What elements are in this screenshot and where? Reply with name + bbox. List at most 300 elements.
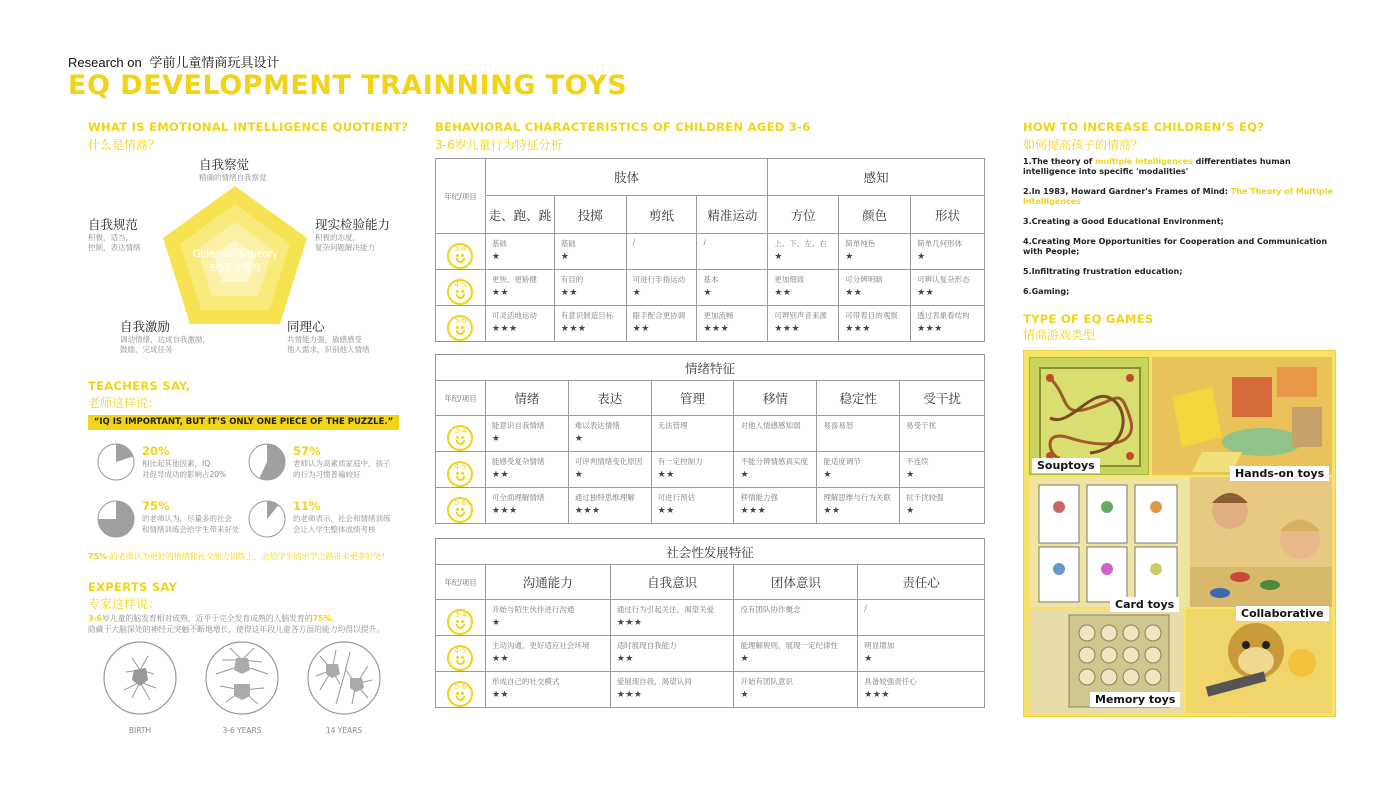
column-header: 表达 [568,381,651,416]
star-rating: ★★ [774,288,792,298]
table-cell [485,452,568,488]
increase-title: HOW TO INCREASE CHILDREN’S EQ? [1023,120,1265,134]
table-cell [768,234,839,270]
child-face-icon [447,681,473,707]
table-row [436,452,985,488]
cell-text: 眼手配合更协调 [632,311,686,320]
table-row [436,306,985,342]
table-cell [817,488,900,524]
pentagon-center-label [183,248,288,276]
cell-text: / [864,604,867,613]
stat-line: 的老师表示，社会和情绪训练 [293,514,391,523]
column-header: 情绪 [485,381,568,416]
experts-line1 [88,613,408,624]
increase-item-6: 6.Gaming; [1023,287,1070,296]
star-rating: ★★ [616,654,634,664]
cell-text: 能意识自我情绪 [491,421,545,430]
experts-age-range: 3-6 [88,614,103,623]
table-cell [734,636,858,672]
star-rating: ★ [560,252,570,262]
table-cell [485,234,554,270]
experts-line1-body: 岁儿童的脑发育相对成熟，近乎于完全发育成熟的人脑发育的 [102,614,313,623]
column-header: 走、跑、跳 [485,196,554,234]
table-row [436,234,985,270]
pie-chart [247,499,287,539]
age-label: 4-5 [454,645,467,655]
star-rating: ★ [703,288,713,298]
table-cell [485,672,610,708]
table-cell [626,234,697,270]
cell-text: 通过独特思维理解 [574,493,635,502]
dimension-desc: 他人需求，识别他人情绪 [287,345,370,354]
table-cell [911,306,985,342]
star-rating: ★★★ [845,324,871,334]
cell-text: 可全面理解情绪 [491,493,545,502]
cell-text: 上、下、左、右 [774,239,827,248]
cell-text: 理解思维与行为关联 [823,493,891,502]
age-cell [436,243,485,269]
column-header: 精准运动 [697,196,768,234]
cell-text: 可带着目的观察 [845,311,898,320]
age-cell [436,645,485,671]
star-rating: ★ [906,470,915,480]
child-face-icon [447,243,473,269]
table-row [436,416,985,452]
dimension-desc: 鼓励，完成任务 [120,345,173,354]
star-rating: ★★★ [560,324,587,334]
column-header: 方位 [768,196,839,234]
star-rating: ★★★ [703,324,730,334]
table-cell [610,672,734,708]
cell-text: 不连续 [906,457,929,466]
teacher-stat-text [293,444,391,480]
cell-text: 更快、更矫健 [491,275,537,284]
table-cell [626,306,697,342]
age-column [436,636,486,672]
experts-subtitle: 专家这样说： [88,597,161,611]
pie-chart [96,499,136,539]
star-rating: ★ [491,252,501,262]
table-cell [568,488,651,524]
table-cell [568,416,651,452]
table-cell [485,270,554,306]
age-cell [436,609,485,635]
table-cell [817,452,900,488]
table-group-row [436,159,985,196]
star-rating: ★ [917,252,926,262]
item-highlight: multiple intelligences [1095,157,1193,166]
star-rating: ★★ [491,288,510,298]
table-cell [485,636,610,672]
star-rating: ★★★ [740,506,767,516]
cell-text: 可辨认复杂形态 [917,275,970,284]
stat-line: 的行为习惯普遍较好 [293,470,361,479]
pentagon-center-line1: Goleman’s theory [193,249,278,260]
teachers-summary [88,551,385,562]
cell-text: 更加流畅 [703,311,734,320]
teacher-stat-text [142,444,226,480]
star-rating: ★★★ [616,690,643,700]
star-rating: ★ [740,470,750,480]
pie-chart [247,442,287,482]
table-cell [568,452,651,488]
table-cell [858,672,985,708]
stat-line: 相比起其他因素，IQ [142,459,211,468]
table-cell [697,306,768,342]
column-header: 责任心 [858,565,985,600]
age-column [436,672,486,708]
group-header-social: 社会性发展特征 [436,539,985,565]
cell-text: 可辨别声音来源 [774,311,827,320]
cell-text: 基础 [491,239,507,248]
dimension-reality-testing [315,215,390,253]
eq-games-collage [1023,350,1336,717]
cell-text: 适时展现自我能力 [616,641,677,650]
page-title: EQ DEVELOPMENT TRAINNING TOYS [68,70,628,101]
table-cell [651,452,734,488]
age-column [436,488,486,524]
child-face-icon [447,279,473,305]
age-cell [436,279,485,305]
dimension-self-regulation [88,215,141,253]
age-cell [436,461,485,487]
cell-text: 有目的 [560,275,584,284]
cell-text: 开始有团队意识 [740,677,793,686]
cell-text: 无法管理 [657,421,688,430]
experts-text [88,613,408,635]
cell-text: 具备较强责任心 [864,677,917,686]
table-cell [554,306,626,342]
age-header: 年纪/项目 [436,159,486,234]
star-rating: ★★ [845,288,863,298]
teacher-stat [247,499,287,543]
cell-text: 有意识制造目标 [560,311,614,320]
cell-text: 简单几何形体 [917,239,963,248]
table-cell [839,270,911,306]
dimension-desc: 复杂问题解决能力 [315,243,375,252]
age-label: 4-5 [454,461,467,471]
stat-percent: 57% [293,444,321,458]
cell-text: 可灵活地运动 [491,311,537,320]
table-cell [858,636,985,672]
table-cell [900,452,985,488]
behavior-subtitle: 3-6岁儿童行为特征分析 [435,138,563,152]
dimension-label: 自我察觉 [199,157,250,172]
behavior-title: BEHAVIORAL CHARACTERISTICS OF CHILDREN AGED 3-6 [435,120,811,134]
star-rating: ★★ [657,470,675,480]
pie-chart [96,442,136,482]
increase-list [1023,157,1338,297]
table-group-row [436,539,985,565]
cell-text: 易喜易怒 [823,421,854,430]
games-subtitle: 情商游戏类型 [1023,328,1096,342]
cell-text: 通过行为引起关注，渴望关爱 [616,605,715,614]
child-face-icon [447,315,473,341]
stat-percent: 20% [142,444,170,458]
star-rating: ★★★ [491,506,518,516]
table-row [436,672,985,708]
summary-percent: 75% [88,552,108,561]
cell-text: 移情能力强 [740,493,778,502]
age-column [436,452,486,488]
cell-text: 可评判情绪变化原因 [574,457,643,466]
hands-on-image [1152,357,1332,475]
table-cell [485,488,568,524]
cell-text: 透过表象看结构 [917,311,970,320]
table-cell [900,416,985,452]
group-header-physical: 肢体 [485,159,767,196]
star-rating: ★★ [491,690,510,700]
cell-text: 更加细致 [774,275,805,284]
cell-text: 对他人情感感知弱 [740,421,801,430]
star-rating: ★★ [491,654,510,664]
table-cell [485,306,554,342]
star-rating: ★ [574,470,584,480]
star-rating: ★★★ [917,324,943,334]
dimension-desc: 调动情绪，达成自我激励， [120,335,210,344]
cell-text: 形成自己的社交模式 [491,677,560,686]
table-cell [697,270,768,306]
item-text: 1.The theory of [1023,157,1096,166]
eq-section-subtitle: 什么是情商？ [88,138,161,152]
table-cell [839,306,911,342]
stat-line: 和情绪训练会给学生带来好处 [142,525,240,534]
star-rating: ★★★ [864,690,890,700]
caption-birth: BIRTH [128,726,152,735]
age-cell [436,681,485,707]
summary-text: 的老师认为更好的情绪和社交能力训练上，会给学生的求学之路带来更多好处! [109,552,385,561]
group-header-perception: 感知 [768,159,985,196]
experts-line2: 隐藏于大脑深处的神经元突触不断地增长，使得这年段儿童各方面的能力均得以提升。 [88,625,385,634]
table-row [436,488,985,524]
cell-text: 基础 [560,239,576,248]
cell-text: 基本 [703,275,719,284]
star-rating: ★ [823,470,832,480]
monkey-icon [1186,609,1332,713]
dimension-label: 自我激励 [120,319,171,334]
star-rating: ★ [632,288,642,298]
card-toys-image [1029,477,1189,607]
group-header-emotional: 情绪特征 [436,355,985,381]
star-rating: ★★ [823,506,841,516]
column-header: 沟通能力 [485,565,610,600]
brain-14-years-icon [306,640,382,716]
label-hands-on-toys: Hands-on toys [1230,466,1329,481]
table-group-row [436,355,985,381]
label-collaborative: Collaborative [1236,606,1329,621]
star-rating: ★ [740,690,750,700]
increase-item-1 [1023,157,1338,177]
dimension-label: 同理心 [287,319,325,334]
table-cell [485,600,610,636]
stat-line: 会让入学生整体成绩考核 [293,525,376,534]
games-title: TYPE OF EQ GAMES [1023,312,1154,326]
age-label: 3-4 [454,609,467,619]
increase-item-2 [1023,187,1338,207]
cell-text: 能理解规则，展现一定纪律性 [740,641,838,650]
increase-item-5: 5.Infiltrating frustration education; [1023,267,1183,276]
table-cell [554,234,626,270]
age-column [436,416,486,452]
dimension-desc: 积极，适当， [88,233,133,242]
column-header: 投掷 [554,196,626,234]
age-column [436,234,486,270]
table-cell [697,234,768,270]
dimension-desc: 控制，表达情绪 [88,243,141,252]
collaborative-image [1190,477,1332,607]
age-label: 5-6 [454,497,467,507]
age-column [436,270,486,306]
star-rating: ★★★ [574,506,601,516]
table-cell [768,306,839,342]
star-rating: ★ [845,252,854,262]
dimension-label: 自我规范 [88,217,139,232]
cell-text: 简单纯色 [845,239,876,248]
table-social [435,538,985,708]
cell-text: 不能分辨情感真实度 [740,457,808,466]
caption-3-6-years: 3-6 YEARS [222,726,262,735]
child-face-icon [447,609,473,635]
stat-percent: 11% [293,499,321,513]
increase-item-3: 3.Creating a Good Educational Environment; [1023,217,1224,226]
star-rating: ★★ [491,470,510,480]
column-header: 受干扰 [900,381,985,416]
cell-text: 有一定控制力 [657,457,703,466]
caption-14-years: 14 YEARS [325,726,363,735]
table-cell [734,452,817,488]
table-cell [651,416,734,452]
star-rating: ★ [864,654,873,664]
stat-line: 老师认为高素质家庭中，孩子 [293,459,391,468]
research-line [68,52,279,71]
research-topic: 学前儿童情商玩具设计 [149,55,280,70]
teachers-subtitle: 老师这样说： [88,396,161,410]
item-text: 2.In 1983, Howard Gardner's Frames of Mind: [1023,187,1231,196]
table-row [436,600,985,636]
table-cell [554,270,626,306]
cell-text: 明显增加 [864,641,895,650]
table-cell [900,488,985,524]
child-face-icon [447,645,473,671]
increase-item-4: 4.Creating More Opportunities for Cooperation and Communication with People; [1023,237,1328,256]
eq-section-title: WHAT IS EMOTIONAL INTELLIGENCE QUOTIENT? [88,120,409,134]
dimension-desc: 共情能力强，敏感感受 [287,335,362,344]
stat-line: 对促导成功的影响占20% [142,470,227,479]
pentagon-center-line2: EQ五个维度 [209,263,262,274]
brain-birth-icon [102,640,178,716]
cell-text: 能感受复杂情绪 [491,457,545,466]
table-cell [734,488,817,524]
table-cell [651,488,734,524]
table-cell [858,600,985,636]
table-cell [734,416,817,452]
dimension-self-motivation [120,317,210,355]
experts-title: EXPERTS SAY [88,580,178,594]
column-header: 管理 [651,381,734,416]
dimension-desc: 积极的态度， [315,233,360,242]
age-column [436,306,486,342]
column-header: 稳定性 [817,381,900,416]
table-col-row [436,381,985,416]
star-rating: ★ [906,506,915,516]
research-prefix: Research on [68,55,142,70]
table-row [436,636,985,672]
cell-text: 爱展现自我，渴望认同 [616,677,692,686]
table-row [436,270,985,306]
dimension-self-awareness [199,155,267,183]
cell-text: 开始与陌生伙伴进行沟通 [491,605,575,614]
age-header: 年纪/项目 [436,565,486,600]
monkey-toy-image [1186,609,1332,713]
dimension-label: 现实检验能力 [315,217,391,232]
teacher-stat-text [293,499,391,535]
column-header: 形状 [911,196,985,234]
column-header: 自我意识 [610,565,734,600]
star-rating: ★★★ [774,324,801,334]
star-rating: ★ [740,654,750,664]
star-rating: ★ [774,252,783,262]
age-header: 年纪/项目 [436,381,486,416]
increase-subtitle: 如何提高孩子的情商？ [1023,138,1144,152]
dimension-desc: 精确的情绪自我察觉 [199,173,267,182]
column-header: 移情 [734,381,817,416]
star-rating: ★ [491,434,501,444]
star-rating: ★★ [632,324,650,334]
teachers-title: TEACHERS SAY, [88,379,191,393]
dimension-empathy [287,317,370,355]
star-rating: ★★ [917,288,935,298]
cell-text: / [632,238,636,247]
blocks-icon [1152,357,1332,475]
table-physical-perception [435,158,985,342]
cell-text: 没有团队协作概念 [740,605,801,614]
stat-line: 的老师认为，尽量多的社会 [142,514,232,523]
column-header: 颜色 [839,196,911,234]
table-cell [734,672,858,708]
age-label: 5-6 [454,315,467,325]
teacher-stat [96,499,136,543]
age-cell [436,315,485,341]
table-cell [911,270,985,306]
cell-text: 易受干扰 [906,421,937,430]
star-rating: ★★★ [616,618,643,628]
table-col-row [436,196,985,234]
cell-text: 抗干扰较强 [906,493,944,502]
star-rating: ★ [574,434,584,444]
experts-line1-end: 。 [331,614,340,623]
table-col-row [436,565,985,600]
label-souptoys: Souptoys [1032,458,1100,473]
table-cell [610,600,734,636]
cell-text: 难以表达情绪 [574,421,620,430]
child-face-icon [447,497,473,523]
column-header: 团体意识 [734,565,858,600]
star-rating: ★★★ [491,324,518,334]
column-header: 剪纸 [626,196,697,234]
children-playing-icon [1190,477,1332,607]
stat-percent: 75% [142,499,170,513]
teacher-stat-text [142,499,240,535]
age-cell [436,425,485,451]
table-emotional [435,354,985,524]
label-memory-toys: Memory toys [1090,692,1180,707]
teacher-stat [247,442,287,486]
table-cell [817,416,900,452]
table-cell [626,270,697,306]
cell-text: 能适度调节 [823,457,861,466]
age-column [436,600,486,636]
star-rating: ★★ [657,506,675,516]
